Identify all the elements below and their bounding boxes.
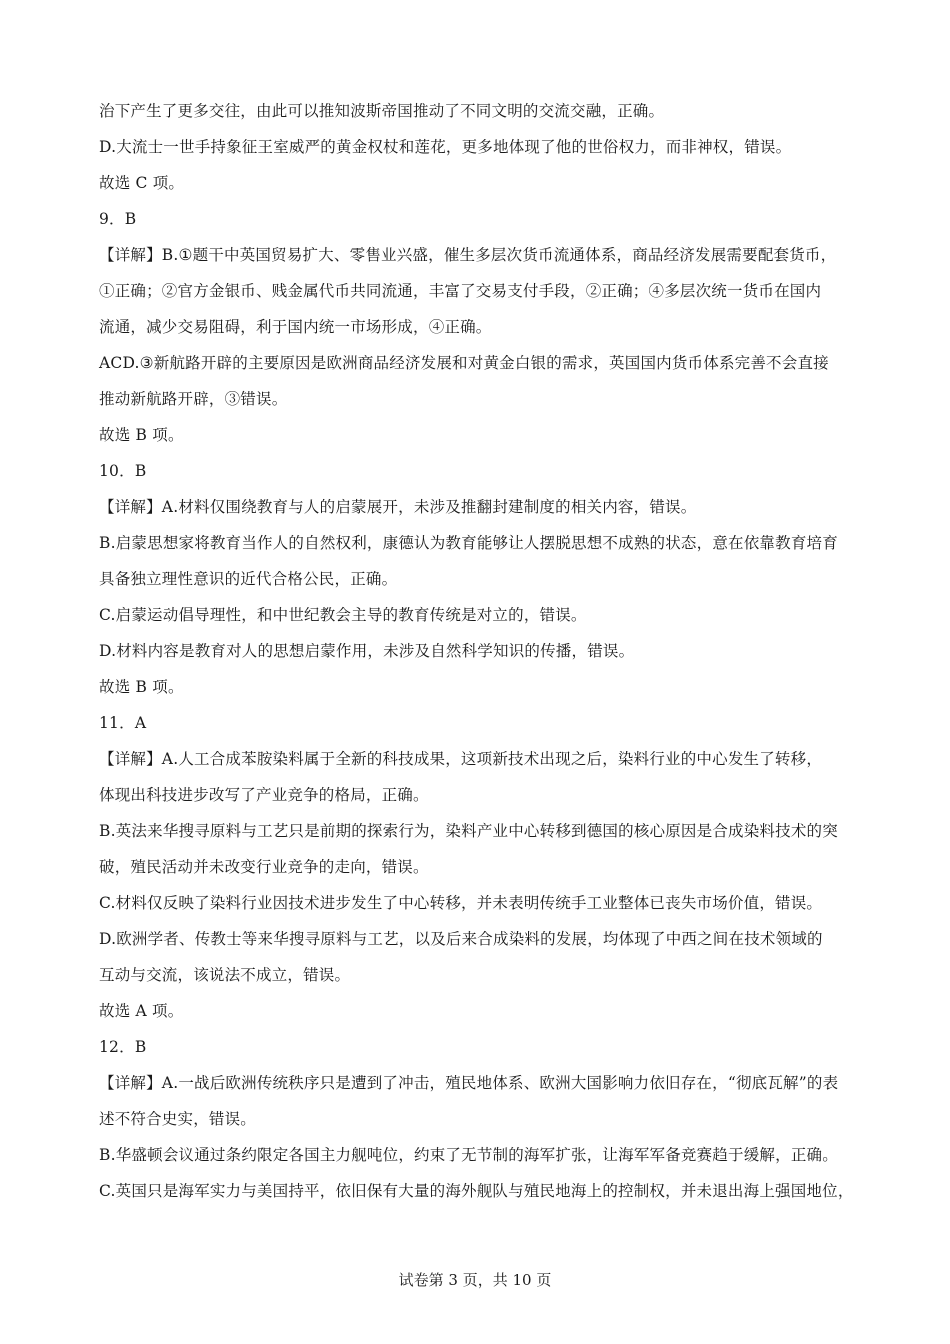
question-number: 12．B [99,1038,147,1056]
text-line: C.英国只是海军实力与美国持平，依旧保有大量的海外舰队与殖民地海上的控制权，并未退出海上强国地位， [99,1182,854,1200]
text-line: B.启蒙思想家将教育当作人的自然权利，康德认为教育能够让人摆脱思想不成熟的状态，意在依靠教育培育 [99,534,838,552]
text-line: B.英法来华搜寻原料与工艺只是前期的探索行为，染料产业中心转移到德国的核心原因是合成染料技术的突 [99,822,838,840]
text-line: D.材料内容是教育对人的思想启蒙作用，未涉及自然科学知识的传播，错误。 [99,642,635,660]
text-line: 故选 B 项。 [99,678,184,696]
text-line: C.启蒙运动倡导理性，和中世纪教会主导的教育传统是对立的，错误。 [99,606,587,624]
text-line: 故选 C 项。 [99,174,185,192]
page-footer: 试卷第 3 页，共 10 页 [398,1271,552,1289]
text-line: D.欧洲学者、传教士等来华搜寻原料与工艺，以及后来合成染料的发展，均体现了中西之间在技术领域的 [99,930,823,948]
text-line: 破，殖民活动并未改变行业竞争的走向，错误。 [99,858,429,876]
text-line: 具备独立理性意识的近代合格公民，正确。 [99,570,398,588]
text-line: D.大流士一世手持象征王室威严的黄金权杖和莲花，更多地体现了他的世俗权力，而非神权，错误。 [99,138,792,156]
text-line: 【详解】A.一战后欧洲传统秩序只是遭到了冲击，殖民地体系、欧洲大国影响力依旧存在，“彻底瓦解”的表 [99,1074,839,1092]
text-line: 故选 A 项。 [99,1002,184,1020]
question-number: 9．B [99,210,137,228]
text-line: 【详解】A.人工合成苯胺染料属于全新的科技成果，这项新技术出现之后，染料行业的中心发生了转移， [99,750,823,768]
text-line: 流通，减少交易阻碍，利于国内统一市场形成，④正确。 [99,318,492,336]
question-number: 11．A [99,714,147,732]
text-line: ACD.③新航路开辟的主要原因是欧洲商品经济发展和对黄金白银的需求，英国国内货币体系完善不会直接 [99,354,829,372]
text-line: 故选 B 项。 [99,426,184,444]
text-line: 体现出科技进步改写了产业竞争的格局，正确。 [99,786,429,804]
text-line: C.材料仅反映了染料行业因技术进步发生了中心转移，并未表明传统手工业整体已丧失市场价值，错误。 [99,894,823,912]
text-line: 【详解】B.①题干中英国贸易扩大、零售业兴盛，催生多层次货币流通体系，商品经济发展需要配套货币， [99,246,837,264]
text-line: 互动与交流，该说法不成立，错误。 [99,966,351,984]
text-line: 推动新航路开辟，③错误。 [99,390,288,408]
question-number: 10．B [99,462,147,480]
text-line: 治下产生了更多交往，由此可以推知波斯帝国推动了不同文明的交流交融，正确。 [99,102,665,120]
text-line: B.华盛顿会议通过条约限定各国主力舰吨位，约束了无节制的海军扩张，让海军军备竞赛趋于缓解，正确。 [99,1146,838,1164]
text-line: ①正确；②官方金银币、贱金属代币共同流通，丰富了交易支付手段，②正确；④多层次统一货币在国内 [99,282,822,300]
text-line: 述不符合史实，错误。 [99,1110,257,1128]
text-line: 【详解】A.材料仅围绕教育与人的启蒙展开，未涉及推翻封建制度的相关内容，错误。 [99,498,697,516]
